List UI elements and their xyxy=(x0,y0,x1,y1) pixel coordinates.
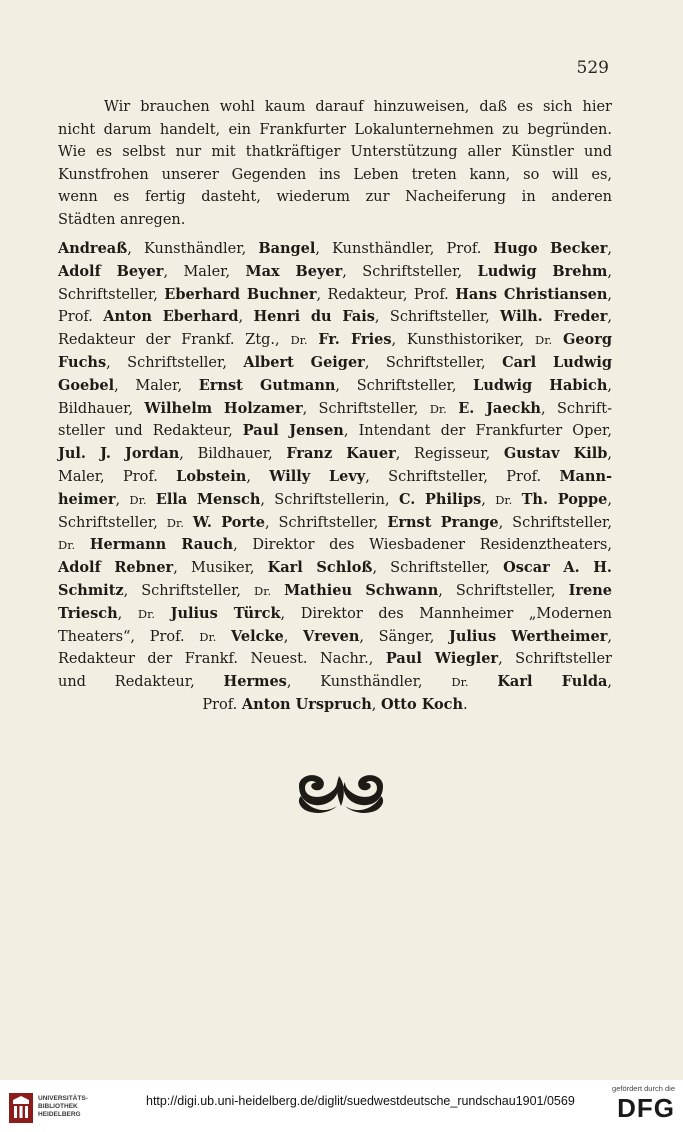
names-line xyxy=(58,398,612,421)
ornament-left-swirl xyxy=(299,775,339,805)
person-name: Velcke xyxy=(231,627,284,645)
person-name: Lobstein xyxy=(176,467,247,485)
intro-line: Wie es selbst nur mit thatkräftiger Unterstützung aller Künstler und xyxy=(58,144,612,161)
intro-line: nicht darum handelt, ein Frankfurter Lokalunternehmen zu begründen. xyxy=(58,121,612,138)
ornament-center-drop xyxy=(337,776,344,806)
title-abbrev: Dr. xyxy=(535,333,553,348)
person-name: Wilhelm Holzamer xyxy=(144,399,303,417)
person-name: Otto Koch xyxy=(380,695,464,713)
person-name: Ernst Gutmann xyxy=(198,376,336,394)
intro-line: Städten anregen. xyxy=(58,211,186,228)
person-name: Hermes xyxy=(223,673,287,691)
library-logo[interactable] xyxy=(8,1092,98,1126)
descriptor-text: , Direktor des Wiesbadener Residenztheaters, xyxy=(233,537,612,554)
person-name: Schmitz xyxy=(58,581,124,599)
descriptor-text: , Schriftsteller, xyxy=(335,377,474,394)
names-line xyxy=(58,261,612,284)
descriptor-text: . xyxy=(463,696,468,713)
person-name: heimer xyxy=(58,490,116,508)
names-line xyxy=(58,671,612,694)
person-name: Paul Wiegler xyxy=(385,650,499,668)
person-name: Fuchs xyxy=(58,353,107,371)
names-line xyxy=(58,375,612,398)
descriptor-text: , Schriftstellerin, xyxy=(260,491,399,508)
descriptor-text: , Musiker, xyxy=(173,560,268,577)
descriptor-text: , Schriftsteller, xyxy=(302,400,430,417)
descriptor-text: Schriftsteller, xyxy=(58,286,165,303)
person-name: Ludwig Brehm xyxy=(477,262,608,280)
names-line xyxy=(58,626,612,649)
descriptor-text: , Bildhauer, xyxy=(179,446,287,463)
names-line xyxy=(58,603,612,626)
person-name: Franz Kauer xyxy=(286,445,396,463)
descriptor-text: Maler, Prof. xyxy=(58,468,177,485)
person-name: Eberhard Buchner xyxy=(164,285,317,303)
title-abbrev: Dr. xyxy=(290,333,308,348)
descriptor-text: , xyxy=(607,263,612,280)
names-line xyxy=(58,648,612,671)
decorative-ornament xyxy=(291,766,391,816)
library-line-1: UNIVERSITÄTS- xyxy=(38,1095,88,1102)
names-line xyxy=(58,534,612,557)
descriptor-text: , xyxy=(607,491,613,508)
names-line xyxy=(58,466,612,489)
library-name xyxy=(38,1095,88,1119)
descriptor-text: , xyxy=(607,674,612,691)
person-name: Ella Mensch xyxy=(155,490,261,508)
names-line xyxy=(58,557,612,580)
descriptor-text: , xyxy=(246,468,270,485)
descriptor-text: , Kunsthändler, Prof. xyxy=(315,241,494,257)
descriptor-text: , Schriftsteller, xyxy=(106,354,244,371)
descriptor-text: , Schriftsteller, xyxy=(342,263,478,280)
person-name: Anton Eberhard xyxy=(103,308,239,326)
descriptor-text: , xyxy=(607,286,612,303)
names-line xyxy=(58,352,612,375)
descriptor-text: , xyxy=(283,628,304,645)
person-name: Karl Fulda xyxy=(497,673,608,691)
library-seal-icon xyxy=(8,1092,34,1124)
person-name: Adolf Rebner xyxy=(58,559,174,577)
person-name: Hans Christiansen xyxy=(455,285,608,303)
person-name: Henri du Fais xyxy=(253,308,375,326)
descriptor-text xyxy=(184,515,193,531)
descriptor-text: , Schriftsteller xyxy=(498,651,612,668)
person-name: Bangel xyxy=(258,240,316,257)
person-name: Mann- xyxy=(559,467,613,485)
intro-line: Kunstfrohen unserer Gegenden ins Leben treten kann, so will es, xyxy=(58,166,612,183)
descriptor-text xyxy=(75,537,90,553)
names-line xyxy=(58,238,612,261)
names-list-paragraph xyxy=(58,238,612,717)
person-name: Julius Wertheimer xyxy=(449,627,608,645)
intro-line: wenn es fertig dasteht, wiederum zur Nacheiferung in anderen xyxy=(58,189,612,206)
person-name: Carl Ludwig xyxy=(502,353,613,371)
person-name: E. Jaeckh xyxy=(458,399,541,417)
person-name: W. Porte xyxy=(192,513,266,531)
person-name: C. Philips xyxy=(398,490,482,508)
names-line xyxy=(58,329,612,352)
person-name: Karl Schloß xyxy=(267,559,373,577)
descriptor-text: , Maler, xyxy=(163,263,246,280)
title-abbrev: Dr. xyxy=(129,492,147,507)
person-name: Andreaß xyxy=(58,240,128,257)
names-line xyxy=(58,489,612,512)
descriptor-text: , Schriftsteller, Prof. xyxy=(365,468,560,485)
title-abbrev: Dr. xyxy=(166,515,184,530)
title-abbrev: Dr. xyxy=(137,606,155,621)
person-name: Albert Geiger xyxy=(243,353,365,371)
descriptor-text xyxy=(552,332,563,348)
person-name: Willy Levy xyxy=(269,467,366,485)
person-name: Ludwig Habich xyxy=(473,376,608,394)
title-abbrev: Dr. xyxy=(58,538,76,553)
person-name: Max Beyer xyxy=(245,262,343,280)
descriptor-text xyxy=(308,332,319,348)
person-name: Anton Urspruch xyxy=(241,695,372,713)
person-name: Mathieu Schwann xyxy=(284,581,439,599)
descriptor-text: , Schriftsteller, xyxy=(438,582,569,599)
descriptor-text: , Schriftsteller, xyxy=(374,309,501,326)
descriptor-text: , Regisseur, xyxy=(395,446,504,463)
descriptor-text: und Redakteur, xyxy=(58,674,224,691)
descriptor-text: , xyxy=(238,309,254,326)
descriptor-text xyxy=(512,492,521,508)
person-name: Th. Poppe xyxy=(521,490,608,508)
person-name: Hugo Becker xyxy=(493,240,608,257)
descriptor-text: Bildhauer, xyxy=(58,400,145,417)
descriptor-text: Theaters“, Prof. xyxy=(58,628,200,645)
person-name: Irene xyxy=(568,581,613,599)
names-line xyxy=(58,443,612,466)
descriptor-text: Prof. xyxy=(202,696,242,713)
descriptor-text: Redakteur der Frankf. Neuest. Nachr., xyxy=(58,651,386,668)
descriptor-text: Redakteur der Frankf. Ztg., xyxy=(58,332,291,349)
library-line-2: BIBLIOTHEK xyxy=(38,1103,78,1110)
intro-line: Wir brauchen wohl kaum darauf hinzuweisen, daß es sich hier xyxy=(104,99,612,115)
person-name: Julius Türck xyxy=(170,604,281,622)
descriptor-text: , xyxy=(607,241,612,257)
title-abbrev: Dr. xyxy=(253,583,272,598)
footer-bar xyxy=(0,1080,683,1132)
person-name: Fr. Fries xyxy=(318,331,392,349)
person-name: Oscar A. H. xyxy=(503,559,612,577)
person-name: Adolf Beyer xyxy=(58,262,164,280)
person-name: Vreven xyxy=(303,627,360,645)
names-line xyxy=(58,694,612,717)
dfg-wordmark: DFG xyxy=(617,1093,675,1123)
names-line xyxy=(58,512,612,535)
person-name: Jul. J. Jordan xyxy=(58,445,180,463)
title-abbrev: Dr. xyxy=(495,492,513,507)
names-line xyxy=(58,580,612,603)
descriptor-text: , xyxy=(607,377,613,394)
title-abbrev: Dr. xyxy=(429,401,447,416)
intro-paragraph xyxy=(58,96,612,232)
descriptor-text: , xyxy=(481,491,496,508)
descriptor-text: , Schriftsteller, xyxy=(265,514,388,531)
descriptor-text: , xyxy=(115,491,130,508)
descriptor-text: , Schriftsteller, xyxy=(372,560,504,577)
descriptor-text: , Schrift- xyxy=(540,400,612,417)
descriptor-text: steller und Redakteur, xyxy=(58,423,243,440)
names-line xyxy=(58,420,612,443)
descriptor-text: Prof. xyxy=(58,309,104,326)
descriptor-text: , xyxy=(371,696,381,713)
person-name: Goebel xyxy=(58,376,115,394)
permalink-url[interactable]: http://digi.ub.uni-heidelberg.de/diglit/suedwestdeutsche_rundschau1901/0569 xyxy=(146,1094,575,1108)
descriptor-text: , Kunsthistoriker, xyxy=(391,332,536,349)
descriptor-text: , Redakteur, Prof. xyxy=(316,286,456,303)
descriptor-text: , Kunsthändler, xyxy=(286,674,452,691)
descriptor-text: Schriftsteller, xyxy=(58,514,167,531)
ornament-right-swirl xyxy=(344,775,384,805)
names-line xyxy=(58,306,612,329)
person-name: Wilh. Freder xyxy=(500,308,608,326)
descriptor-text xyxy=(271,583,284,599)
descriptor-text: , xyxy=(607,446,612,463)
person-name: Paul Jensen xyxy=(242,422,344,440)
page-number: 529 xyxy=(576,58,609,78)
title-abbrev: Dr. xyxy=(451,675,469,690)
descriptor-text xyxy=(216,629,231,645)
descriptor-text: , Schriftsteller, xyxy=(498,514,612,531)
descriptor-text: , xyxy=(607,309,612,326)
person-name: Triesch xyxy=(58,604,118,622)
names-line xyxy=(58,284,612,307)
descriptor-text: , Schriftsteller, xyxy=(364,354,503,371)
descriptor-text: , Intendant der Frankfurter Oper, xyxy=(343,423,612,440)
descriptor-text: , Maler, xyxy=(114,377,199,394)
descriptor-text: , xyxy=(117,605,138,622)
person-name: Ernst Prange xyxy=(387,513,499,531)
descriptor-text: , Schriftsteller, xyxy=(123,582,254,599)
descriptor-text: , Direktor des Mannheimer „Modernen xyxy=(280,605,613,622)
person-name: Hermann Rauch xyxy=(89,536,234,554)
descriptor-text xyxy=(155,606,171,622)
descriptor-text xyxy=(147,492,156,508)
title-abbrev: Dr. xyxy=(199,629,217,644)
descriptor-text: , Kunsthändler, xyxy=(127,241,259,257)
descriptor-text xyxy=(447,401,458,417)
descriptor-text xyxy=(468,674,497,690)
library-line-3: HEIDELBERG xyxy=(38,1111,81,1118)
person-name: Gustav Kilb xyxy=(503,445,608,463)
dfg-logo[interactable] xyxy=(603,1084,675,1130)
person-name: Georg xyxy=(562,331,613,349)
descriptor-text: , Sänger, xyxy=(359,628,450,645)
descriptor-text: , xyxy=(607,628,612,645)
sponsor-caption: gefördert durch die xyxy=(612,1084,675,1093)
